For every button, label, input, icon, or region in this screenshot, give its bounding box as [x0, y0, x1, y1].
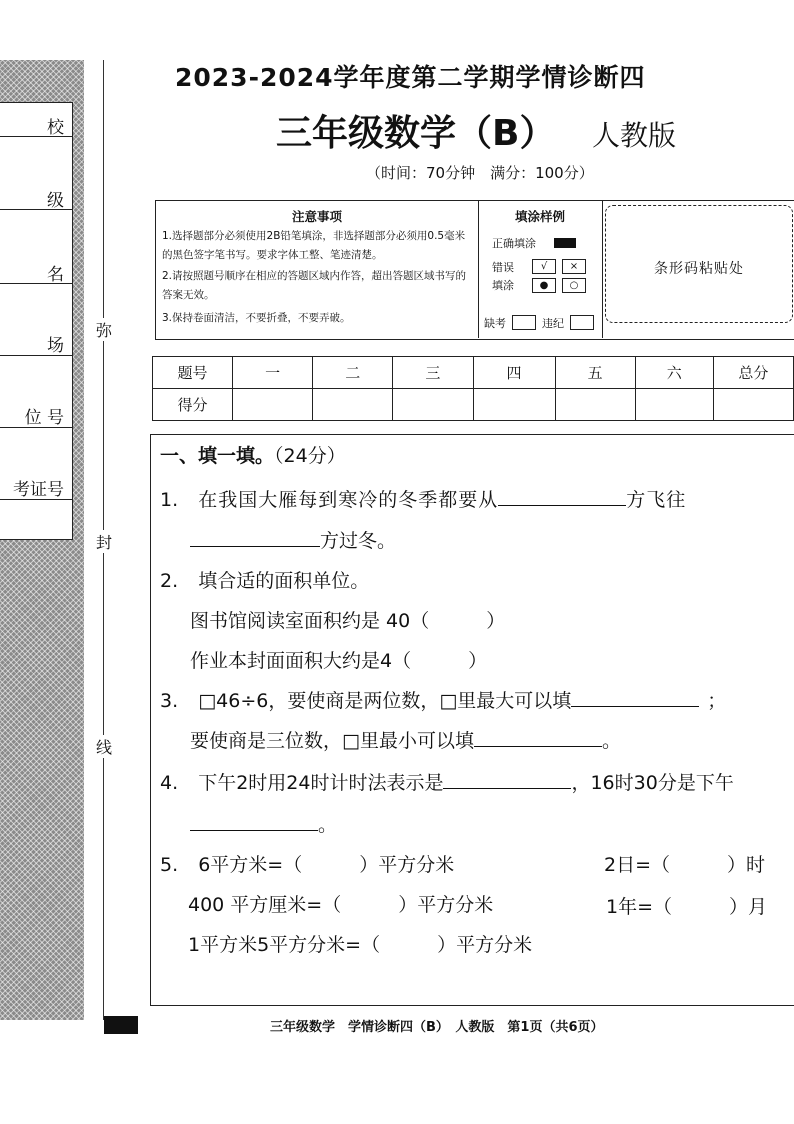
question-1-line-2	[190, 526, 396, 553]
answer-blank[interactable]	[190, 545, 320, 547]
score-table	[152, 356, 794, 421]
notice-box	[155, 200, 794, 340]
score-input-3[interactable]	[393, 389, 473, 421]
barcode-area	[605, 205, 793, 323]
notice-item-2: 2.请按照题号顺序在相应的答题区域内作答，超出答题区域书写的答案无效。	[162, 270, 467, 301]
score-table-cell: 总分	[713, 357, 793, 389]
divider	[0, 355, 72, 356]
wrong-fill-label-2: 填涂	[492, 279, 514, 292]
school-label: 校	[47, 118, 64, 138]
question-number: 3.	[160, 690, 179, 712]
conversion-item[interactable]: 1平方米5平方分米=（ ）平方分米	[188, 934, 533, 956]
conversion-item[interactable]: 2日=（ ）时	[604, 854, 766, 876]
question-3-line-1	[160, 686, 726, 713]
answer-blank[interactable]	[190, 829, 318, 831]
question-number: 2.	[160, 570, 179, 592]
score-table-cell: 二	[313, 357, 393, 389]
score-input-4[interactable]	[473, 389, 555, 421]
section-points: （24分）	[274, 445, 346, 467]
edition-label: 人教版	[592, 119, 677, 152]
exam-meta: （时间：70分钟 满分：100分）	[366, 164, 594, 182]
question-3-line-2	[190, 726, 621, 753]
conversion-item[interactable]: 400 平方厘米=（ ）平方分米	[188, 894, 494, 916]
divider	[0, 499, 72, 500]
question-2-b[interactable]: 作业本封面面积大约是4（ ）	[190, 650, 488, 672]
answer-blank[interactable]	[474, 745, 602, 747]
exam-room-label: 场	[47, 336, 64, 356]
registration-mark	[104, 1016, 138, 1034]
cross-mark-icon: ×	[562, 259, 586, 274]
notice-item-1: 1.选择题部分必须使用2B铅笔填涂，非选择题部分必须用0.5毫米的黑色签字笔书写。要求字体工整、笔迹清楚。	[162, 230, 466, 261]
score-table-cell: 四	[473, 357, 555, 389]
question-4-line-2	[190, 810, 337, 837]
fill-example-section	[478, 201, 603, 338]
question-text: ；	[707, 690, 727, 712]
question-text: 填合适的面积单位。	[198, 570, 370, 592]
barcode-label: 条形码粘贴处	[654, 261, 744, 277]
conversion-item[interactable]: 6平方米=（ ）平方分米	[198, 854, 455, 876]
subject-title: 三年级数学（B）	[276, 113, 556, 154]
question-text: ，16时30分是下午	[571, 772, 734, 794]
question-text: 方过冬。	[320, 530, 397, 552]
conversion-item[interactable]: 1年=（ ）月	[606, 896, 768, 918]
divider	[0, 136, 72, 137]
exam-id-label: 考证号	[13, 480, 64, 500]
question-text: 。	[601, 730, 621, 752]
question-number: 5.	[160, 854, 179, 876]
score-table-cell: 五	[555, 357, 635, 389]
violation-checkbox[interactable]	[570, 315, 594, 330]
score-table-score-row	[153, 389, 794, 421]
seal-char-mi: 弥	[95, 318, 113, 341]
question-number: 1.	[160, 489, 179, 511]
score-table-cell: 三	[393, 357, 473, 389]
fill-example-title: 填涂样例	[514, 209, 565, 224]
name-label: 名	[47, 265, 64, 285]
score-table-header-row	[153, 357, 794, 389]
score-input-5[interactable]	[555, 389, 635, 421]
score-table-cell: 得分	[153, 389, 233, 421]
notice-title: 注意事项	[291, 209, 342, 224]
check-mark-icon: √	[532, 259, 556, 274]
divider	[0, 209, 72, 210]
seat-number-label: 位 号	[24, 408, 64, 428]
question-text: 要使商是三位数，□里最小可以填	[190, 730, 474, 752]
divider	[0, 427, 72, 428]
absent-label: 缺考	[484, 317, 506, 330]
score-table-cell: 六	[635, 357, 713, 389]
score-input-2[interactable]	[313, 389, 393, 421]
absent-checkbox[interactable]	[512, 315, 536, 330]
divider	[0, 283, 72, 284]
correct-fill-label: 正确填涂	[492, 237, 536, 250]
question-text: 在我国大雁每到寒冷的冬季都要从	[198, 489, 499, 511]
notice-item-3: 3.保持卷面清洁，不要折叠，不要弄破。	[162, 312, 351, 324]
student-info-column	[0, 102, 73, 540]
answer-blank[interactable]	[571, 705, 699, 707]
score-table-cell: 一	[233, 357, 313, 389]
empty-circle-icon: ○	[562, 278, 586, 293]
exam-title: 2023-2024学年度第二学期学情诊断四	[175, 63, 646, 92]
question-text: 方飞往	[626, 489, 687, 511]
question-area	[150, 434, 794, 1006]
correct-fill-sample	[554, 238, 576, 248]
score-input-total[interactable]	[713, 389, 793, 421]
question-text: □46÷6，要使商是两位数，□里最大可以填	[198, 690, 572, 712]
section-heading	[160, 441, 346, 468]
question-number: 4.	[160, 772, 179, 794]
score-table-cell: 题号	[153, 357, 233, 389]
answer-blank[interactable]	[443, 787, 571, 789]
seal-char-feng: 封	[95, 530, 113, 553]
question-2-a[interactable]: 图书馆阅读室面积约是 40（ ）	[190, 610, 506, 632]
question-1-line-1	[160, 485, 686, 512]
score-input-6[interactable]	[635, 389, 713, 421]
question-text: 下午2时用24时计时法表示是	[198, 772, 444, 794]
question-text: 。	[318, 814, 338, 836]
question-2	[160, 566, 369, 593]
wrong-fill-label: 错误	[492, 261, 514, 274]
filled-circle-icon: ●	[532, 278, 556, 293]
notice-section	[156, 201, 479, 338]
question-5-line-1	[160, 850, 454, 877]
answer-blank[interactable]	[498, 504, 626, 506]
score-input-1[interactable]	[233, 389, 313, 421]
question-4-line-1	[160, 768, 734, 795]
section-title: 一、填一填。	[160, 445, 275, 467]
violation-label: 违纪	[542, 317, 564, 330]
seal-char-xian: 线	[95, 735, 113, 758]
class-label: 级	[47, 191, 64, 211]
page-footer: 三年级数学 学情诊断四（B） 人教版 第1页（共6页）	[270, 1020, 604, 1035]
